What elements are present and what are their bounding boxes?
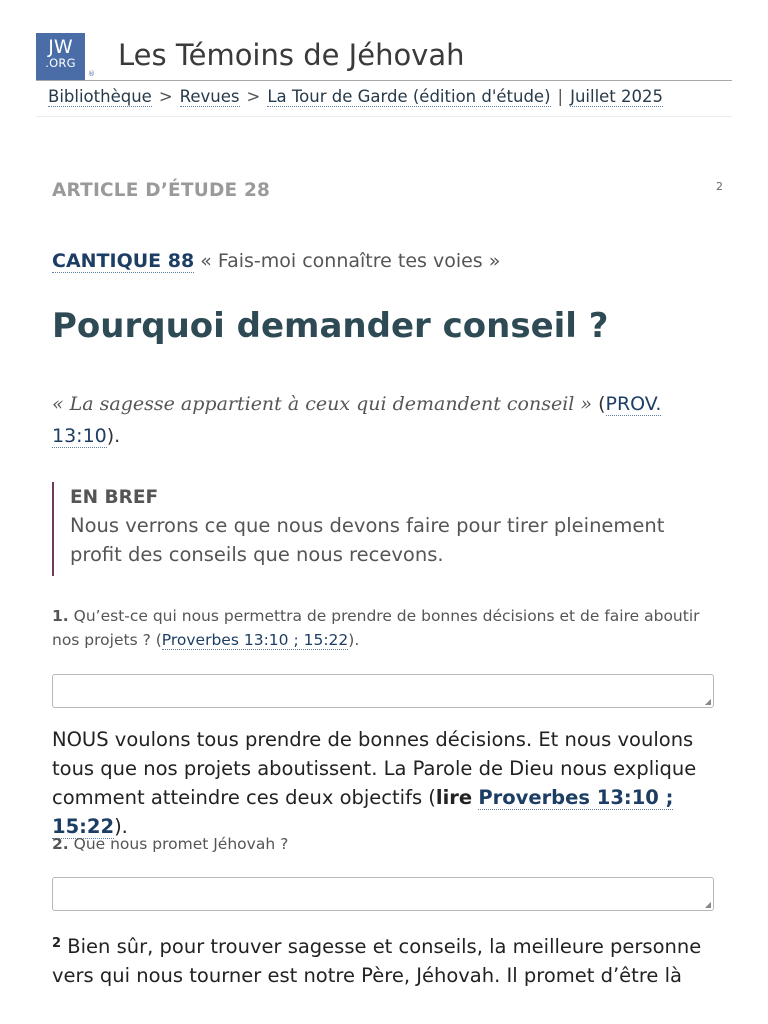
site-title[interactable]: Les Témoins de Jéhovah <box>118 38 465 72</box>
question-number: 1. <box>52 607 69 625</box>
breadcrumb-separator: > <box>158 87 173 106</box>
answer-input-2[interactable] <box>52 877 714 911</box>
read-label: lire <box>435 786 473 809</box>
registered-mark: ® <box>88 70 95 78</box>
song-link[interactable]: CANTIQUE 88 <box>52 250 195 272</box>
page-number: 2 <box>716 180 723 193</box>
paragraph-text: Bien sûr, pour trouver sagesse et conseils, la meilleure personne vers qui nous tourner est notre Père, Jéhovah. Il promet d’être là <box>52 935 702 987</box>
article-label: ARTICLE D’ÉTUDE 28 <box>52 180 271 201</box>
song-line <box>52 250 500 272</box>
summary-text: Nous verrons ce que nous devons faire pour tirer pleinement profit des conseils que nous recevons. <box>70 514 665 566</box>
theme-scripture-link[interactable]: PROV. 13:10 <box>52 393 662 447</box>
logo-org-text: .ORG <box>45 56 76 70</box>
divider <box>36 116 732 117</box>
breadcrumb-watchtower-study[interactable]: La Tour de Garde (édition d'étude) <box>267 87 551 106</box>
breadcrumb-separator: > <box>246 87 261 106</box>
study-question-2 <box>52 832 702 856</box>
breadcrumb-library[interactable]: Bibliothèque <box>48 87 152 106</box>
study-question-1 <box>52 604 702 652</box>
breadcrumb-issue[interactable]: Juillet 2025 <box>570 87 664 106</box>
question-number: 2. <box>52 835 69 853</box>
jw-org-logo[interactable] <box>36 33 85 80</box>
question-text: Qu’est-ce qui nous permettra de prendre de bonnes décisions et de faire aboutir nos projets ? ( <box>52 607 700 649</box>
resize-grip-icon[interactable]: ◢ <box>704 697 711 706</box>
question-scripture-link[interactable]: Proverbes 13:10 ; 15:22 <box>161 631 349 649</box>
breadcrumb-separator: | <box>557 87 564 106</box>
breadcrumb-magazines[interactable]: Revues <box>179 87 240 106</box>
paragraph-1 <box>52 725 722 841</box>
paragraph-scripture-link[interactable]: Proverbes 13:10 ; 15:22 <box>52 786 674 838</box>
site-header <box>36 33 732 81</box>
paragraph-end: ). <box>114 815 128 838</box>
paragraph-text: NOUS voulons tous prendre de bonnes décisions. Et nous voulons tous que nos projets aboutissent. La Parole de Dieu nous explique comment atteindre ces deux objectifs ( <box>52 728 697 809</box>
question-text: Que nous promet Jéhovah ? <box>73 835 289 853</box>
paragraph-number: 2 <box>52 936 62 951</box>
question-end: ). <box>348 631 360 649</box>
summary-box <box>52 482 692 576</box>
summary-title: EN BREF <box>70 487 159 508</box>
article-title: Pourquoi demander conseil ? <box>52 306 609 346</box>
song-title: « Fais-moi connaître tes voies » <box>200 250 501 272</box>
answer-input-1[interactable] <box>52 674 714 708</box>
paragraph-2 <box>52 929 722 990</box>
breadcrumb <box>48 87 738 106</box>
logo-jw-text: JW <box>48 36 73 58</box>
theme-text: « La sagesse appartient à ceux qui demandent conseil » <box>52 393 593 415</box>
theme-scripture: « La sagesse appartient à ceux qui demandent conseil » (PROV. 13:10). <box>52 393 662 447</box>
resize-grip-icon[interactable]: ◢ <box>704 900 711 909</box>
